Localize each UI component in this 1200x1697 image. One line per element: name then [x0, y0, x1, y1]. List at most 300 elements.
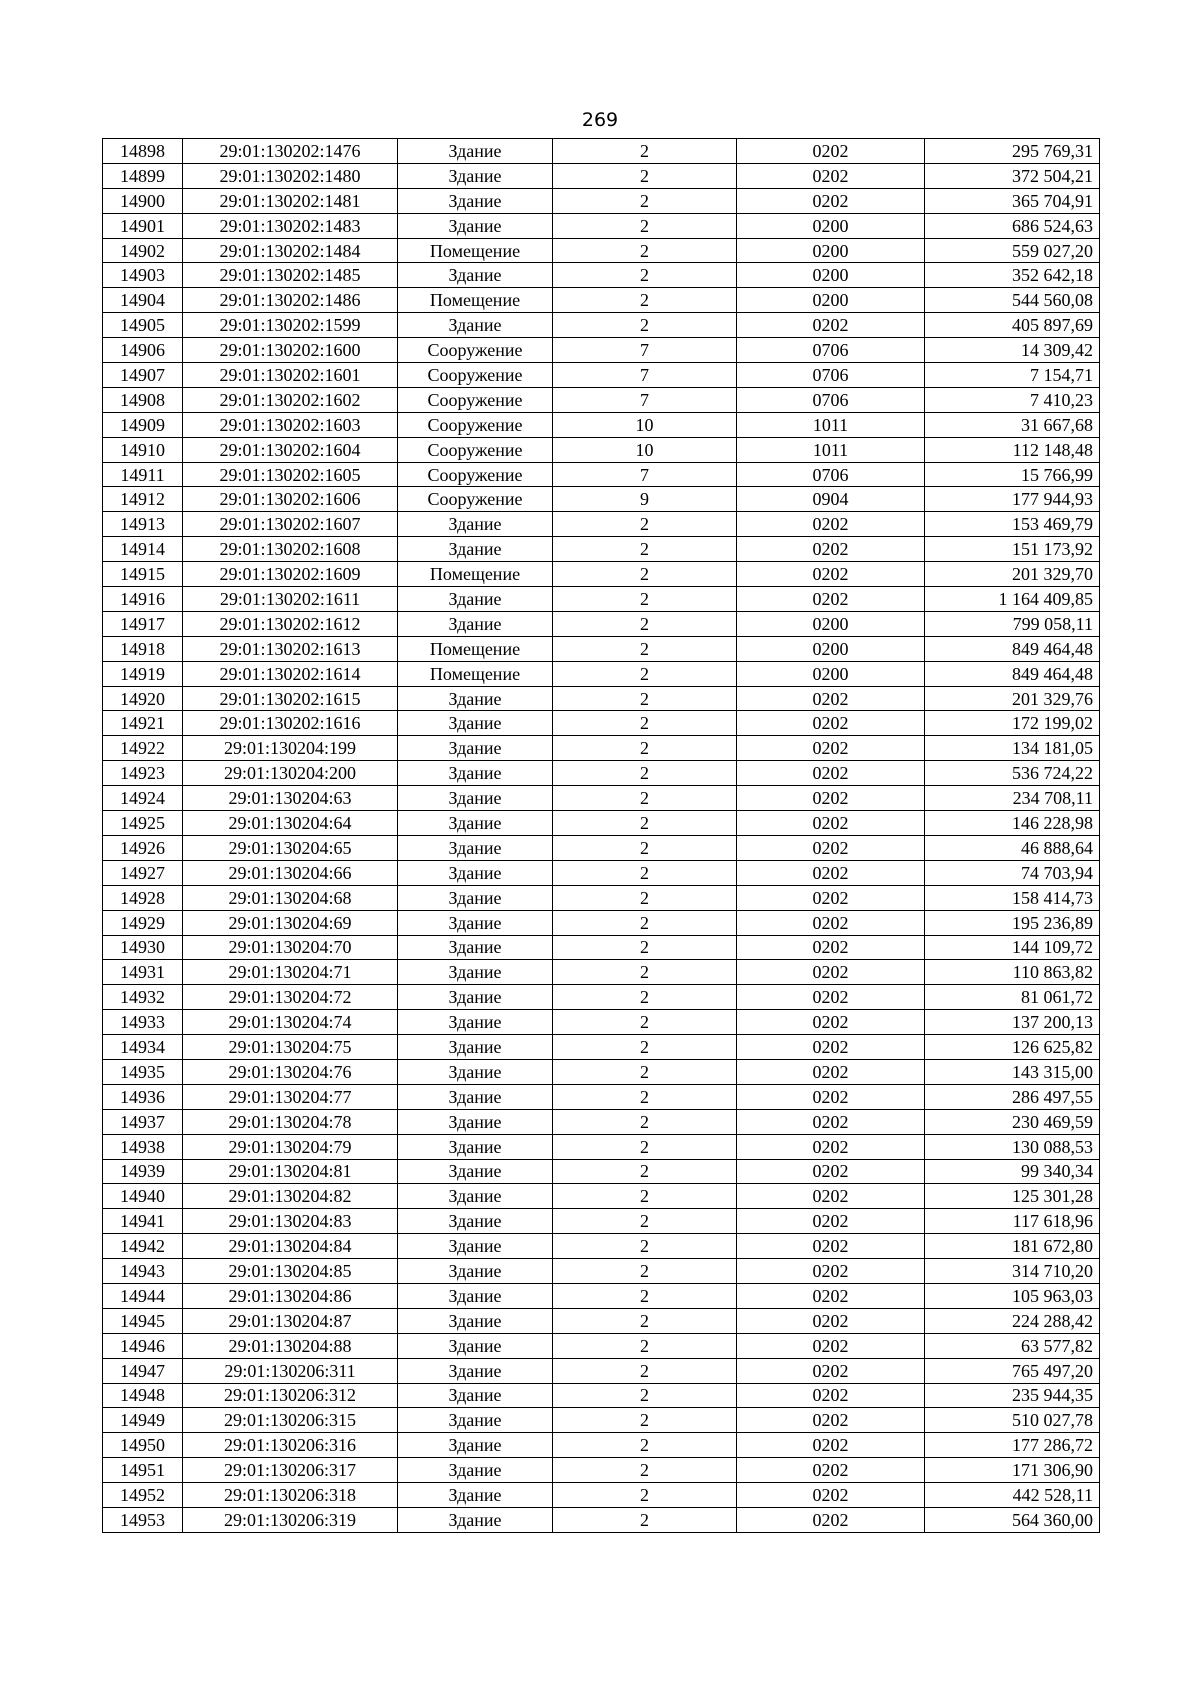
- table-row: [103, 1259, 1100, 1284]
- table-row: [103, 1483, 1100, 1508]
- cadastral-number-cell: 29:01:130202:1605: [183, 462, 398, 487]
- code-cell: 0202: [737, 1109, 925, 1134]
- table-row: [103, 611, 1100, 636]
- code-cell: 0202: [737, 313, 925, 338]
- code-cell: 0202: [737, 587, 925, 612]
- row-number-cell: 14909: [103, 412, 183, 437]
- table-row: [103, 686, 1100, 711]
- table-row: [103, 313, 1100, 338]
- group-cell: 7: [553, 387, 737, 412]
- value-cell: 1 164 409,85: [925, 587, 1100, 612]
- group-cell: 2: [553, 1234, 737, 1259]
- row-number-cell: 14930: [103, 935, 183, 960]
- code-cell: 0202: [737, 1084, 925, 1109]
- value-cell: 130 088,53: [925, 1134, 1100, 1159]
- cadastral-number-cell: 29:01:130206:316: [183, 1433, 398, 1458]
- cadastral-number-cell: 29:01:130202:1616: [183, 711, 398, 736]
- object-type-cell: Здание: [398, 811, 553, 836]
- row-number-cell: 14945: [103, 1308, 183, 1333]
- value-cell: 314 710,20: [925, 1259, 1100, 1284]
- code-cell: 0202: [737, 860, 925, 885]
- group-cell: 2: [553, 587, 737, 612]
- object-type-cell: Сооружение: [398, 363, 553, 388]
- row-number-cell: 14924: [103, 786, 183, 811]
- object-type-cell: Здание: [398, 885, 553, 910]
- row-number-cell: 14916: [103, 587, 183, 612]
- cadastral-number-cell: 29:01:130204:68: [183, 885, 398, 910]
- code-cell: 0202: [737, 1010, 925, 1035]
- row-number-cell: 14936: [103, 1084, 183, 1109]
- row-number-cell: 14901: [103, 213, 183, 238]
- value-cell: 14 309,42: [925, 338, 1100, 363]
- object-type-cell: Здание: [398, 1259, 553, 1284]
- object-type-cell: Здание: [398, 711, 553, 736]
- cadastral-number-cell: 29:01:130204:69: [183, 910, 398, 935]
- group-cell: 2: [553, 885, 737, 910]
- group-cell: 2: [553, 1408, 737, 1433]
- group-cell: 2: [553, 1035, 737, 1060]
- object-type-cell: Помещение: [398, 238, 553, 263]
- group-cell: 2: [553, 811, 737, 836]
- code-cell: 0202: [737, 910, 925, 935]
- group-cell: 2: [553, 1059, 737, 1084]
- value-cell: 201 329,76: [925, 686, 1100, 711]
- object-type-cell: Помещение: [398, 661, 553, 686]
- table-row: [103, 1408, 1100, 1433]
- registry-table: [102, 138, 1100, 1533]
- code-cell: 0202: [737, 1383, 925, 1408]
- value-cell: 365 704,91: [925, 188, 1100, 213]
- table-row: [103, 1458, 1100, 1483]
- value-cell: 510 027,78: [925, 1408, 1100, 1433]
- table-row: [103, 1308, 1100, 1333]
- value-cell: 117 618,96: [925, 1209, 1100, 1234]
- group-cell: 2: [553, 1209, 737, 1234]
- group-cell: 2: [553, 661, 737, 686]
- code-cell: 0200: [737, 288, 925, 313]
- code-cell: 0202: [737, 1333, 925, 1358]
- table-row: [103, 1283, 1100, 1308]
- code-cell: 0200: [737, 238, 925, 263]
- row-number-cell: 14921: [103, 711, 183, 736]
- object-type-cell: Помещение: [398, 288, 553, 313]
- cadastral-number-cell: 29:01:130202:1602: [183, 387, 398, 412]
- code-cell: 0202: [737, 1308, 925, 1333]
- row-number-cell: 14905: [103, 313, 183, 338]
- value-cell: 110 863,82: [925, 960, 1100, 985]
- value-cell: 799 058,11: [925, 611, 1100, 636]
- code-cell: 0202: [737, 1458, 925, 1483]
- group-cell: 2: [553, 1184, 737, 1209]
- cadastral-number-cell: 29:01:130202:1613: [183, 636, 398, 661]
- object-type-cell: Здание: [398, 263, 553, 288]
- table-row: [103, 835, 1100, 860]
- table-row: [103, 462, 1100, 487]
- table-row: [103, 1209, 1100, 1234]
- value-cell: 224 288,42: [925, 1308, 1100, 1333]
- code-cell: 0200: [737, 213, 925, 238]
- value-cell: 146 228,98: [925, 811, 1100, 836]
- group-cell: 2: [553, 1308, 737, 1333]
- table-row: [103, 1433, 1100, 1458]
- value-cell: 99 340,34: [925, 1159, 1100, 1184]
- object-type-cell: Здание: [398, 1283, 553, 1308]
- group-cell: 2: [553, 1010, 737, 1035]
- group-cell: 2: [553, 1333, 737, 1358]
- table-row: [103, 238, 1100, 263]
- value-cell: 372 504,21: [925, 163, 1100, 188]
- cadastral-number-cell: 29:01:130206:318: [183, 1483, 398, 1508]
- group-cell: 2: [553, 1358, 737, 1383]
- group-cell: 2: [553, 562, 737, 587]
- table-row: [103, 1035, 1100, 1060]
- value-cell: 686 524,63: [925, 213, 1100, 238]
- object-type-cell: Сооружение: [398, 338, 553, 363]
- table-row: [103, 562, 1100, 587]
- group-cell: 2: [553, 238, 737, 263]
- group-cell: 2: [553, 1458, 737, 1483]
- code-cell: 0202: [737, 736, 925, 761]
- group-cell: 2: [553, 1134, 737, 1159]
- cadastral-number-cell: 29:01:130204:76: [183, 1059, 398, 1084]
- object-type-cell: Здание: [398, 188, 553, 213]
- row-number-cell: 14904: [103, 288, 183, 313]
- group-cell: 2: [553, 860, 737, 885]
- table-row: [103, 363, 1100, 388]
- cadastral-number-cell: 29:01:130202:1607: [183, 512, 398, 537]
- table-row: [103, 1084, 1100, 1109]
- code-cell: 0202: [737, 811, 925, 836]
- code-cell: 0202: [737, 1184, 925, 1209]
- object-type-cell: Здание: [398, 1433, 553, 1458]
- group-cell: 2: [553, 1259, 737, 1284]
- cadastral-number-cell: 29:01:130202:1486: [183, 288, 398, 313]
- code-cell: 0202: [737, 960, 925, 985]
- table-row: [103, 437, 1100, 462]
- group-cell: 2: [553, 512, 737, 537]
- object-type-cell: Здание: [398, 537, 553, 562]
- object-type-cell: Здание: [398, 860, 553, 885]
- value-cell: 181 672,80: [925, 1234, 1100, 1259]
- cadastral-number-cell: 29:01:130204:63: [183, 786, 398, 811]
- cadastral-number-cell: 29:01:130202:1614: [183, 661, 398, 686]
- value-cell: 201 329,70: [925, 562, 1100, 587]
- table-row: [103, 1333, 1100, 1358]
- cadastral-number-cell: 29:01:130202:1599: [183, 313, 398, 338]
- value-cell: 230 469,59: [925, 1109, 1100, 1134]
- table-row: [103, 537, 1100, 562]
- group-cell: 2: [553, 537, 737, 562]
- value-cell: 112 148,48: [925, 437, 1100, 462]
- cadastral-number-cell: 29:01:130202:1476: [183, 139, 398, 164]
- cadastral-number-cell: 29:01:130204:82: [183, 1184, 398, 1209]
- group-cell: 2: [553, 188, 737, 213]
- code-cell: 1011: [737, 437, 925, 462]
- value-cell: 352 642,18: [925, 263, 1100, 288]
- table-row: [103, 860, 1100, 885]
- value-cell: 172 199,02: [925, 711, 1100, 736]
- table-row: [103, 1184, 1100, 1209]
- cadastral-number-cell: 29:01:130204:72: [183, 985, 398, 1010]
- object-type-cell: Здание: [398, 960, 553, 985]
- table-row: [103, 1234, 1100, 1259]
- cadastral-number-cell: 29:01:130202:1612: [183, 611, 398, 636]
- row-number-cell: 14917: [103, 611, 183, 636]
- row-number-cell: 14942: [103, 1234, 183, 1259]
- code-cell: 0202: [737, 1159, 925, 1184]
- code-cell: 0200: [737, 263, 925, 288]
- row-number-cell: 14923: [103, 761, 183, 786]
- value-cell: 195 236,89: [925, 910, 1100, 935]
- cadastral-number-cell: 29:01:130204:75: [183, 1035, 398, 1060]
- code-cell: 0202: [737, 761, 925, 786]
- row-number-cell: 14941: [103, 1209, 183, 1234]
- value-cell: 765 497,20: [925, 1358, 1100, 1383]
- row-number-cell: 14918: [103, 636, 183, 661]
- cadastral-number-cell: 29:01:130204:65: [183, 835, 398, 860]
- row-number-cell: 14900: [103, 188, 183, 213]
- table-row: [103, 412, 1100, 437]
- table-row: [103, 213, 1100, 238]
- group-cell: 2: [553, 736, 737, 761]
- group-cell: 2: [553, 288, 737, 313]
- code-cell: 0202: [737, 711, 925, 736]
- object-type-cell: Здание: [398, 736, 553, 761]
- group-cell: 2: [553, 1483, 737, 1508]
- cadastral-number-cell: 29:01:130202:1483: [183, 213, 398, 238]
- cadastral-number-cell: 29:01:130202:1609: [183, 562, 398, 587]
- table-row: [103, 1109, 1100, 1134]
- row-number-cell: 14927: [103, 860, 183, 885]
- object-type-cell: Здание: [398, 1383, 553, 1408]
- group-cell: 2: [553, 1084, 737, 1109]
- table-row: [103, 288, 1100, 313]
- group-cell: 2: [553, 313, 737, 338]
- cadastral-number-cell: 29:01:130204:199: [183, 736, 398, 761]
- value-cell: 158 414,73: [925, 885, 1100, 910]
- row-number-cell: 14910: [103, 437, 183, 462]
- row-number-cell: 14920: [103, 686, 183, 711]
- code-cell: 0202: [737, 1433, 925, 1458]
- code-cell: 0202: [737, 1507, 925, 1532]
- cadastral-number-cell: 29:01:130202:1480: [183, 163, 398, 188]
- object-type-cell: Сооружение: [398, 387, 553, 412]
- code-cell: 0202: [737, 139, 925, 164]
- object-type-cell: Здание: [398, 786, 553, 811]
- code-cell: 0200: [737, 661, 925, 686]
- table-row: [103, 910, 1100, 935]
- code-cell: 0904: [737, 487, 925, 512]
- code-cell: 0202: [737, 562, 925, 587]
- value-cell: 15 766,99: [925, 462, 1100, 487]
- row-number-cell: 14947: [103, 1358, 183, 1383]
- value-cell: 849 464,48: [925, 636, 1100, 661]
- row-number-cell: 14929: [103, 910, 183, 935]
- object-type-cell: Сооружение: [398, 412, 553, 437]
- value-cell: 235 944,35: [925, 1383, 1100, 1408]
- code-cell: 0202: [737, 985, 925, 1010]
- code-cell: 0202: [737, 1035, 925, 1060]
- table-row: [103, 163, 1100, 188]
- value-cell: 405 897,69: [925, 313, 1100, 338]
- row-number-cell: 14950: [103, 1433, 183, 1458]
- value-cell: 177 944,93: [925, 487, 1100, 512]
- object-type-cell: Здание: [398, 1109, 553, 1134]
- group-cell: 2: [553, 786, 737, 811]
- code-cell: 0202: [737, 1134, 925, 1159]
- code-cell: 0202: [737, 786, 925, 811]
- object-type-cell: Здание: [398, 1308, 553, 1333]
- value-cell: 544 560,08: [925, 288, 1100, 313]
- row-number-cell: 14938: [103, 1134, 183, 1159]
- object-type-cell: Здание: [398, 512, 553, 537]
- row-number-cell: 14922: [103, 736, 183, 761]
- value-cell: 31 667,68: [925, 412, 1100, 437]
- value-cell: 125 301,28: [925, 1184, 1100, 1209]
- cadastral-number-cell: 29:01:130202:1601: [183, 363, 398, 388]
- object-type-cell: Здание: [398, 1134, 553, 1159]
- row-number-cell: 14902: [103, 238, 183, 263]
- cadastral-number-cell: 29:01:130202:1611: [183, 587, 398, 612]
- row-number-cell: 14915: [103, 562, 183, 587]
- group-cell: 2: [553, 1109, 737, 1134]
- group-cell: 7: [553, 363, 737, 388]
- row-number-cell: 14944: [103, 1283, 183, 1308]
- group-cell: 2: [553, 636, 737, 661]
- cadastral-number-cell: 29:01:130204:66: [183, 860, 398, 885]
- cadastral-number-cell: 29:01:130202:1604: [183, 437, 398, 462]
- value-cell: 126 625,82: [925, 1035, 1100, 1060]
- object-type-cell: Здание: [398, 1458, 553, 1483]
- page-number: 269: [581, 109, 619, 131]
- cadastral-number-cell: 29:01:130202:1615: [183, 686, 398, 711]
- group-cell: 2: [553, 761, 737, 786]
- row-number-cell: 14946: [103, 1333, 183, 1358]
- object-type-cell: Здание: [398, 1010, 553, 1035]
- object-type-cell: Здание: [398, 1234, 553, 1259]
- row-number-cell: 14951: [103, 1458, 183, 1483]
- code-cell: 0202: [737, 1259, 925, 1284]
- table-row: [103, 139, 1100, 164]
- table-row: [103, 711, 1100, 736]
- value-cell: 559 027,20: [925, 238, 1100, 263]
- object-type-cell: Здание: [398, 1408, 553, 1433]
- group-cell: 2: [553, 1383, 737, 1408]
- row-number-cell: 14913: [103, 512, 183, 537]
- object-type-cell: Сооружение: [398, 487, 553, 512]
- group-cell: 2: [553, 213, 737, 238]
- cadastral-number-cell: 29:01:130206:317: [183, 1458, 398, 1483]
- value-cell: 234 708,11: [925, 786, 1100, 811]
- object-type-cell: Здание: [398, 761, 553, 786]
- table-row: [103, 1358, 1100, 1383]
- group-cell: 2: [553, 935, 737, 960]
- object-type-cell: Помещение: [398, 636, 553, 661]
- code-cell: 0202: [737, 1408, 925, 1433]
- cadastral-number-cell: 29:01:130204:200: [183, 761, 398, 786]
- table-row: [103, 1159, 1100, 1184]
- value-cell: 536 724,22: [925, 761, 1100, 786]
- table-row: [103, 736, 1100, 761]
- code-cell: 0202: [737, 935, 925, 960]
- object-type-cell: Здание: [398, 985, 553, 1010]
- group-cell: 9: [553, 487, 737, 512]
- cadastral-number-cell: 29:01:130206:319: [183, 1507, 398, 1532]
- table-row: [103, 587, 1100, 612]
- row-number-cell: 14939: [103, 1159, 183, 1184]
- registry-table-body: [103, 139, 1100, 1533]
- object-type-cell: Здание: [398, 1059, 553, 1084]
- object-type-cell: Здание: [398, 1184, 553, 1209]
- value-cell: 63 577,82: [925, 1333, 1100, 1358]
- value-cell: 144 109,72: [925, 935, 1100, 960]
- row-number-cell: 14925: [103, 811, 183, 836]
- row-number-cell: 14931: [103, 960, 183, 985]
- code-cell: 0202: [737, 686, 925, 711]
- code-cell: 0200: [737, 636, 925, 661]
- object-type-cell: Здание: [398, 935, 553, 960]
- object-type-cell: Сооружение: [398, 462, 553, 487]
- object-type-cell: Здание: [398, 910, 553, 935]
- cadastral-number-cell: 29:01:130206:315: [183, 1408, 398, 1433]
- row-number-cell: 14899: [103, 163, 183, 188]
- table-row: [103, 636, 1100, 661]
- cadastral-number-cell: 29:01:130204:70: [183, 935, 398, 960]
- group-cell: 2: [553, 1507, 737, 1532]
- row-number-cell: 14935: [103, 1059, 183, 1084]
- code-cell: 0202: [737, 1059, 925, 1084]
- table-row: [103, 512, 1100, 537]
- code-cell: 0202: [737, 188, 925, 213]
- object-type-cell: Здание: [398, 1084, 553, 1109]
- object-type-cell: Здание: [398, 1209, 553, 1234]
- value-cell: 295 769,31: [925, 139, 1100, 164]
- code-cell: 0202: [737, 537, 925, 562]
- cadastral-number-cell: 29:01:130204:88: [183, 1333, 398, 1358]
- object-type-cell: Здание: [398, 163, 553, 188]
- object-type-cell: Помещение: [398, 562, 553, 587]
- table-row: [103, 1134, 1100, 1159]
- group-cell: 2: [553, 711, 737, 736]
- value-cell: 143 315,00: [925, 1059, 1100, 1084]
- cadastral-number-cell: 29:01:130204:83: [183, 1209, 398, 1234]
- cadastral-number-cell: 29:01:130204:77: [183, 1084, 398, 1109]
- value-cell: 105 963,03: [925, 1283, 1100, 1308]
- table-row: [103, 188, 1100, 213]
- table-row: [103, 263, 1100, 288]
- cadastral-number-cell: 29:01:130202:1608: [183, 537, 398, 562]
- cadastral-number-cell: 29:01:130204:86: [183, 1283, 398, 1308]
- value-cell: 849 464,48: [925, 661, 1100, 686]
- table-row: [103, 1059, 1100, 1084]
- cadastral-number-cell: 29:01:130204:84: [183, 1234, 398, 1259]
- table-row: [103, 761, 1100, 786]
- code-cell: 0202: [737, 885, 925, 910]
- code-cell: 0706: [737, 338, 925, 363]
- object-type-cell: Здание: [398, 611, 553, 636]
- code-cell: 0202: [737, 835, 925, 860]
- cadastral-number-cell: 29:01:130204:85: [183, 1259, 398, 1284]
- table-row: [103, 985, 1100, 1010]
- group-cell: 2: [553, 835, 737, 860]
- group-cell: 2: [553, 985, 737, 1010]
- row-number-cell: 14907: [103, 363, 183, 388]
- row-number-cell: 14932: [103, 985, 183, 1010]
- code-cell: 1011: [737, 412, 925, 437]
- row-number-cell: 14919: [103, 661, 183, 686]
- row-number-cell: 14948: [103, 1383, 183, 1408]
- value-cell: 81 061,72: [925, 985, 1100, 1010]
